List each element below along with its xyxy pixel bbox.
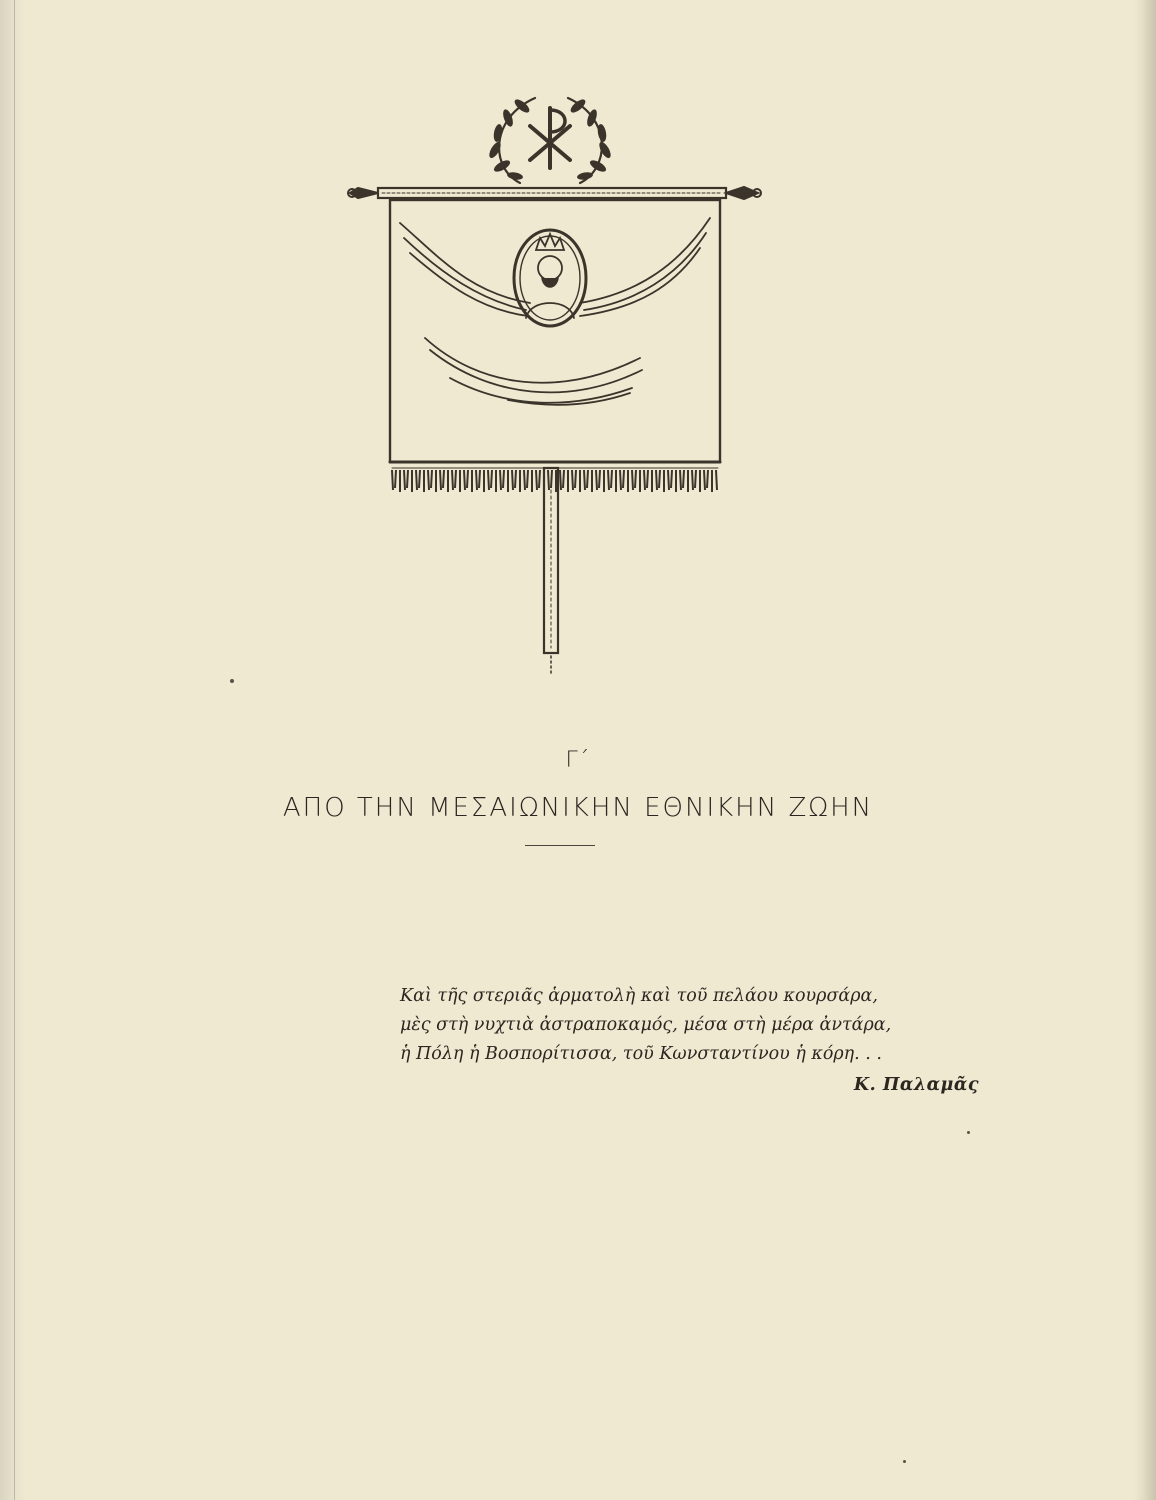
fringe-strand xyxy=(476,470,477,490)
fringe-strand xyxy=(671,470,672,488)
fringe-strand xyxy=(707,470,708,488)
fringe-strand xyxy=(659,470,660,488)
ink-speck xyxy=(230,679,234,683)
banner-illustration xyxy=(330,88,770,678)
fringe-strand xyxy=(503,470,504,488)
fringe-strand xyxy=(500,470,501,490)
fringe-strand xyxy=(668,470,669,490)
fringe-strand xyxy=(431,470,432,488)
fringe-strand xyxy=(632,470,633,490)
fringe-strand xyxy=(587,470,588,488)
fringe-strand xyxy=(584,470,585,490)
fringe-strand xyxy=(488,470,489,490)
fringe-strand xyxy=(392,470,393,490)
fringe-strand xyxy=(440,470,441,490)
title-rule xyxy=(525,845,595,846)
fringe-strand xyxy=(407,470,408,488)
chapter-number: Γ΄ xyxy=(565,748,591,773)
fringe-strand xyxy=(695,470,696,488)
banner-cloth xyxy=(390,200,720,462)
fringe-strand xyxy=(443,470,444,488)
fringe-strand xyxy=(644,470,645,490)
fringe-strand xyxy=(656,470,657,490)
fringe-strand xyxy=(623,470,624,488)
fringe-strand xyxy=(608,470,609,490)
epigraph-line: Καὶ τῆς στεριᾶς ἁρματολὴ καὶ τοῦ πελάου κουρσάρα, xyxy=(400,986,878,1006)
fringe-strand xyxy=(704,470,705,490)
fringe-strand xyxy=(683,470,684,488)
fringe-strand xyxy=(680,470,681,490)
banner-staff-icon xyxy=(544,468,558,676)
fringe-strand xyxy=(599,470,600,488)
fringe-strand xyxy=(539,470,540,488)
fringe-strand xyxy=(524,470,525,490)
fringe-strand xyxy=(395,470,396,488)
fringe-strand xyxy=(560,470,561,490)
fringe-strand xyxy=(491,470,492,488)
fringe-strand xyxy=(620,470,621,490)
fringe-strand xyxy=(548,470,549,490)
fringe-strand xyxy=(467,470,468,488)
fringe-strand xyxy=(575,470,576,488)
fringe-strand xyxy=(452,470,453,490)
banner-pole-icon xyxy=(348,187,761,199)
fringe-strand xyxy=(647,470,648,488)
fringe-strand xyxy=(419,470,420,488)
ink-speck xyxy=(903,1460,906,1463)
fringe-strand xyxy=(527,470,528,488)
fringe-strand xyxy=(416,470,417,490)
fringe-strand xyxy=(536,470,537,490)
fringe-strand xyxy=(596,470,597,490)
epigraph-author: Κ. Παλαμᾶς xyxy=(853,1075,979,1095)
fringe-strand xyxy=(404,470,405,490)
epigraph-line: ἡ Πόλη ἡ Βοσπορίτισσα, τοῦ Κωνσταντίνου ἡ κόρη. . . xyxy=(400,1044,882,1064)
fringe-strand xyxy=(572,470,573,490)
fringe-strand xyxy=(611,470,612,488)
fringe-strand xyxy=(551,470,552,488)
fringe-strand xyxy=(716,470,717,490)
fringe-strand xyxy=(479,470,480,488)
chapter-title: ΑΠΟ ΤΗΝ ΜΕΣΑΙΩΝΙΚΗΝ ΕΘΝΙΚΗΝ ΖΩΗΝ xyxy=(282,793,874,823)
fringe-strand xyxy=(692,470,693,490)
fringe-strand xyxy=(428,470,429,490)
fringe-strand xyxy=(464,470,465,490)
chi-rho-icon xyxy=(530,108,570,168)
fringe-strand xyxy=(563,470,564,488)
epigraph xyxy=(400,982,985,1100)
fringe-strand xyxy=(635,470,636,488)
banner-emblem-icon xyxy=(330,88,770,678)
fringe-strand xyxy=(512,470,513,490)
epigraph-line: μὲς στὴ νυχτιὰ ἀστραποκαμός, μέσα στὴ μέρα ἀντάρα, xyxy=(400,1015,892,1035)
fringe-strand xyxy=(515,470,516,488)
emperor-medallion-icon xyxy=(514,230,586,326)
ink-speck xyxy=(967,1131,970,1134)
fringe-strand xyxy=(455,470,456,488)
